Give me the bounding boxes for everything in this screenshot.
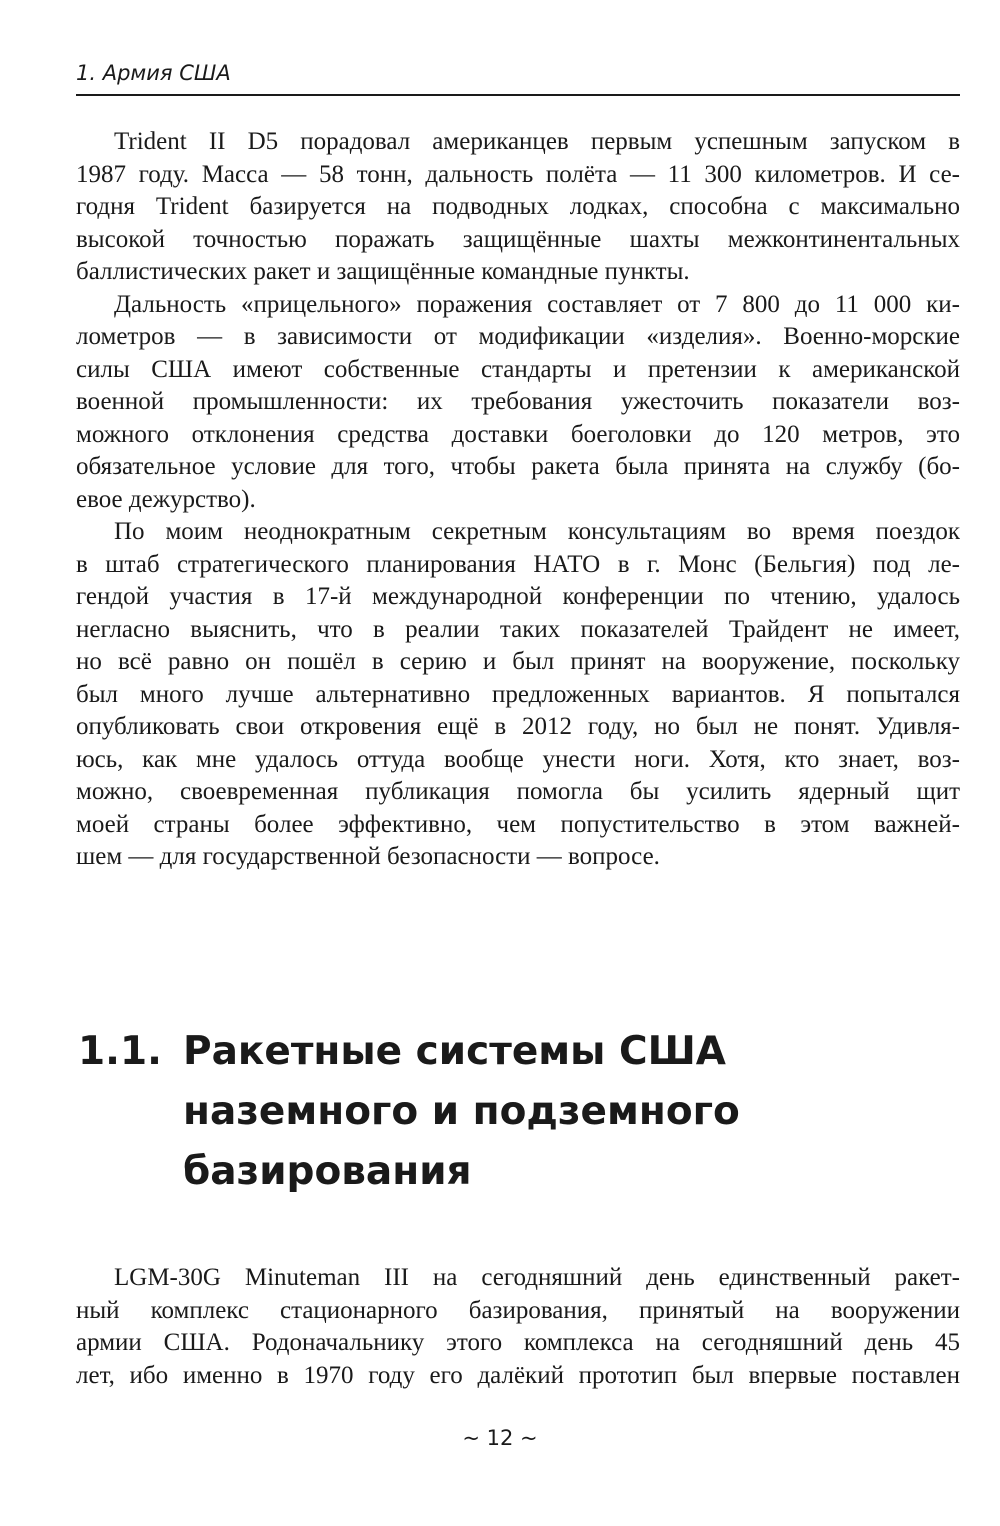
section-title-line: Ракетные системы США	[183, 1029, 726, 1074]
text-line: Дальность «прицельного» поражения составляет от 7 800 до 11 000 ки-	[114, 290, 960, 318]
section-title-line: наземного и подземного	[183, 1089, 740, 1134]
body-text-bottom	[76, 1262, 960, 1392]
text-line: евое дежурство).	[76, 485, 256, 513]
text-line: можно, своевременная публикация помогла бы усилить ядерный щит	[76, 778, 960, 805]
paragraph-nato-consultations	[76, 516, 960, 874]
section-title	[183, 1022, 943, 1202]
text-line: негласно выяснить, что в реалии таких показателей Трайдент не имеет,	[76, 615, 960, 643]
text-line: лометров — в зависимости от модификации «изделия». Военно-морские	[76, 323, 960, 350]
page-number: ~ 12 ~	[462, 1426, 538, 1450]
text-line: армии США. Родоначальнику этого комплекса на сегодняшний день 45	[76, 1329, 960, 1356]
text-line: военной промышленности: их требования ужесточить показатели воз-	[76, 388, 960, 415]
text-line: силы США имеют собственные стандарты и претензии к американской	[76, 355, 960, 383]
text-line: был много лучше альтернативно предложенных вариантов. Я попытался	[76, 680, 960, 708]
section-title-line: базирования	[183, 1149, 472, 1194]
text-line: в штаб стратегического планирования НАТО в г. Монс (Бельгия) под ле-	[76, 550, 960, 578]
section-number: 1.1.	[78, 1029, 162, 1074]
text-line: годня Trident базируется на подводных лодках, способна с максимально	[76, 193, 960, 220]
paragraph-minuteman	[76, 1262, 960, 1392]
text-line: По моим неоднократным секретным консультациям во время поездок	[114, 518, 960, 545]
text-line: Trident II D5 порадовал американцев первым успешным запуском в	[114, 128, 960, 155]
text-line: гендой участия в 17-й международной конференции по чтению, удалось	[76, 583, 960, 610]
text-line: LGM-30G Minuteman III на сегодняшний день единственный ракет-	[114, 1264, 960, 1291]
text-line: ный комплекс стационарного базирования, принятый на вооружении	[76, 1296, 960, 1324]
text-line: лет, ибо именно в 1970 году его далёкий прототип был впервые поставлен	[76, 1361, 960, 1389]
running-head: 1. Армия США	[76, 61, 231, 85]
text-line: опубликовать свои откровения ещё в 2012 году, но был не понят. Удивля-	[76, 713, 960, 740]
text-line: моей страны более эффективно, чем попустительство в этом важней-	[76, 810, 960, 838]
paragraph-trident-launch	[76, 126, 960, 289]
text-line: шем — для государственной безопасности — вопросе.	[76, 843, 660, 870]
text-line: баллистических ракет и защищённые командные пункты.	[76, 258, 690, 285]
text-line: но всё равно он пошёл в серию и был принят на вооружение, поскольку	[76, 648, 960, 675]
body-text-top	[76, 126, 960, 874]
text-line: 1987 году. Масса — 58 тонн, дальность полёта — 11 300 километров. И се-	[76, 160, 960, 188]
text-line: высокой точностью поражать защищённые шахты межконтинентальных	[76, 225, 960, 253]
paragraph-trident-range	[76, 289, 960, 517]
header-rule	[76, 94, 960, 96]
text-line: юсь, как мне удалось оттуда вообще унести ноги. Хотя, кто знает, воз-	[76, 745, 960, 773]
text-line: можного отклонения средства доставки боеголовки до 120 метров, это	[76, 420, 960, 448]
text-line: обязательное условие для того, чтобы ракета была принята на службу (бо-	[76, 453, 960, 480]
